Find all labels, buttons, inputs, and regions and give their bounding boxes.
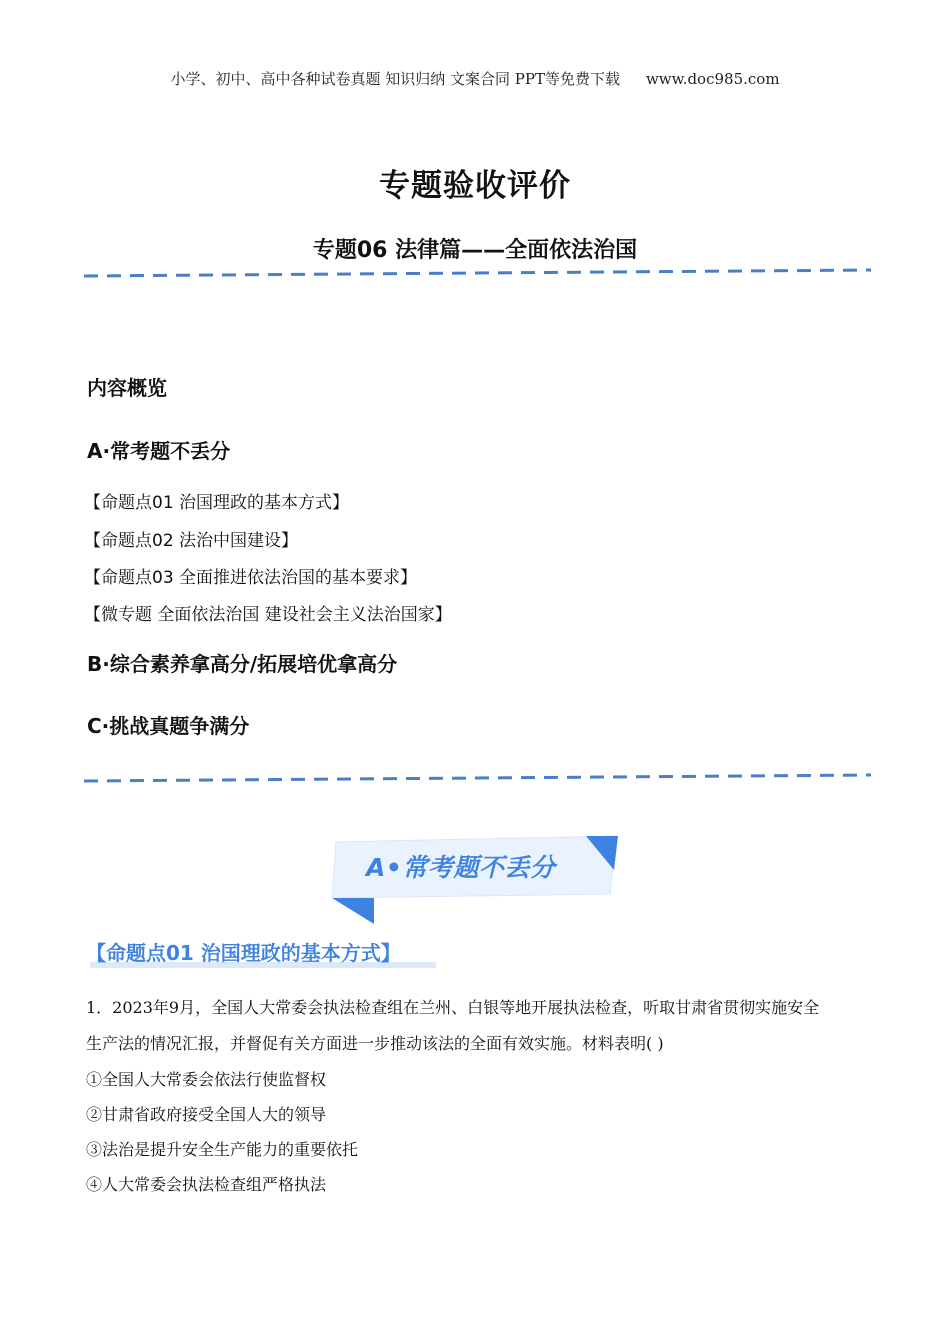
question-stem-line-2: 生产法的情况汇报，并督促有关方面进一步推动该法的全面有效实施。材料表明( ): [86, 1034, 664, 1053]
question-stem-line-1: 1．2023年9月，全国人大常委会执法检查组在兰州、白银等地开展执法检查，听取甘肃省贯彻实施安全: [86, 998, 820, 1017]
overview-heading: 内容概览: [87, 376, 167, 400]
overview-section-c: C·挑战真题争满分: [87, 714, 250, 738]
overview-section-a: A·常考题不丢分: [87, 439, 231, 463]
banner-corner-bottom: [332, 898, 374, 924]
overview-section-b: B·综合素养拿高分/拓展培优拿高分: [87, 652, 398, 676]
divider-top: [84, 266, 871, 278]
page-header: [0, 68, 950, 89]
question-option-4: ④人大常委会执法检查组严格执法: [86, 1175, 327, 1194]
header-text: 小学、初中、高中各种试卷真题 知识归纳 文案合同 PPT等免费下载: [170, 70, 620, 88]
question-option-2: ②甘肃省政府接受全国人大的领导: [86, 1105, 327, 1124]
section-heading: 【命题点01 治国理政的基本方式】: [86, 941, 401, 965]
overview-point-4: 【微专题 全面依法治国 建设社会主义法治国家】: [84, 605, 452, 625]
page-subtitle: 专题06 法律篇——全面依法治国: [312, 238, 638, 263]
overview-point-2: 【命题点02 法治中国建设】: [84, 531, 299, 551]
divider-bottom: [84, 771, 871, 783]
page-title: 专题验收评价: [379, 168, 571, 204]
question-option-1: ①全国人大常委会依法行使监督权: [86, 1070, 327, 1089]
overview-point-3: 【命题点03 全面推进依法治国的基本要求】: [84, 568, 418, 588]
banner-label: A•常考题不丢分: [366, 853, 556, 882]
header-site[interactable]: www.doc985.com: [645, 70, 780, 88]
question-option-3: ③法治是提升安全生产能力的重要依托: [86, 1140, 359, 1159]
overview-point-1: 【命题点01 治国理政的基本方式】: [84, 493, 350, 513]
